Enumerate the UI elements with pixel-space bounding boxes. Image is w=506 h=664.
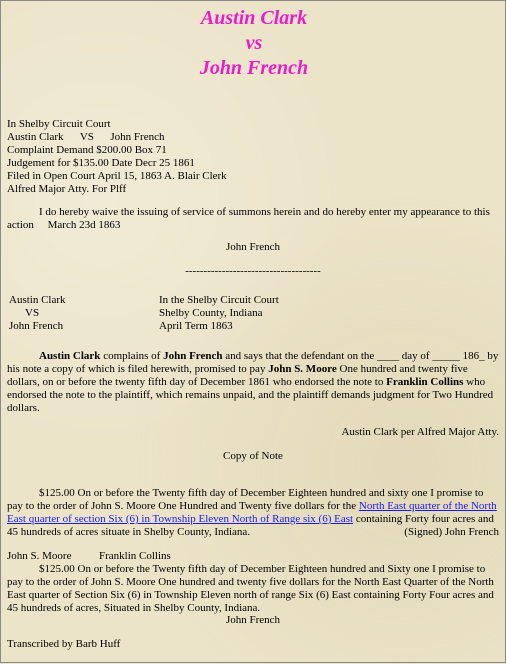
complaint-signature: Austin Clark per Alfred Major Atty. <box>341 426 499 438</box>
land-description-link[interactable]: North East quarter of the North East quarter of section Six (6) in Township Eleven North of Range six (6) East <box>7 500 497 525</box>
note-original-signature: John French <box>225 614 281 626</box>
note-signed: (Signed) John French <box>404 526 499 538</box>
transcriber-credit: Transcribed by Barb Huff <box>7 638 121 650</box>
waiver-paragraph: I do hereby waive the issuing of service of summons herein and do hereby enter my appearance to this action March 23d 1863 <box>7 206 493 231</box>
title-line-plaintiff: Austin Clark <box>200 7 308 29</box>
title-line-vs: vs <box>245 32 263 54</box>
filed-line: Filed in Open Court April 15, 1863 A. Blair Clerk <box>7 170 227 182</box>
title-line-defendant: John French <box>199 57 309 79</box>
complaint-payee: John S. Moore <box>268 363 337 375</box>
attorney-line: Alfred Major Atty. For Plff <box>7 183 127 195</box>
judgement-line: Judgement for $135.00 Date Decr 25 1861 <box>7 157 195 169</box>
document-page <box>1 1 506 664</box>
caption-parties <box>9 294 66 333</box>
note-original-paragraph: $125.00 On or before the Twenty fifth day of December Eighteen hundred and Sixty one I promise to pay to the order of John S. Moore One hundred and twenty five dollars for the North East Quarter of the North East quarter of Section Six (6) in Township Eleven north of range Six (6) East containing Forty Four acres and 45 hundreds of acres, Situated in Shelby County, Indiana. <box>7 563 494 614</box>
complaint-defendant: John French <box>163 350 223 362</box>
caption-plaintiff: Austin Clark <box>9 294 66 306</box>
complaint-demand: Complaint Demand $200.00 Box 71 <box>7 144 167 156</box>
caption-defendant: John French <box>9 320 64 332</box>
endorsers-line: John S. Moore Franklin Collins <box>7 550 171 562</box>
caption-term: April Term 1863 <box>159 320 233 332</box>
copy-of-note-heading: Copy of Note <box>223 450 283 462</box>
section-separator: ------------------------------------- <box>185 265 321 277</box>
caption-court <box>159 294 279 333</box>
caption-vs: VS <box>25 307 40 319</box>
court-name: In Shelby Circuit Court <box>7 118 111 130</box>
case-parties: Austin Clark VS John French <box>7 131 165 143</box>
complaint-endorsee: Franklin Collins <box>386 376 464 388</box>
page-title <box>1 6 506 81</box>
caption-county: Shelby County, Indiana <box>159 307 263 319</box>
waiver-signature: John French <box>225 241 281 253</box>
complaint-paragraph: Austin Clark complains of John French and says that the defendant on the ____ day of _____ 186_ by his note a copy of which is filed herewith, promised to pay John S. Moore One hundred and twenty five dollars, on or before the twenty fifth day of December 1861 who endorsed the note to Franklin Collins who endorsed the note to the plaintiff, which remains unpaid, and the plaintiff demands judgment for Two Hundred dollars. <box>7 350 499 414</box>
caption-court-name: In the Shelby Circuit Court <box>159 294 279 306</box>
note-copy-paragraph: $125.00 On or before the Twenty fifth day of December Eighteen hundred and sixty one I promise to pay to the order of John S. Moore One Hundred and Twenty five dollars for the North East quarter of the North East quarter of section Six (6) in Township Eleven North of Range six (6) East containing Forty four acres and 45 hundreds of acres situate in Shelby County, Indiana. <box>7 487 497 538</box>
complaint-plaintiff: Austin Clark <box>39 350 101 362</box>
court-header-block <box>7 118 499 196</box>
